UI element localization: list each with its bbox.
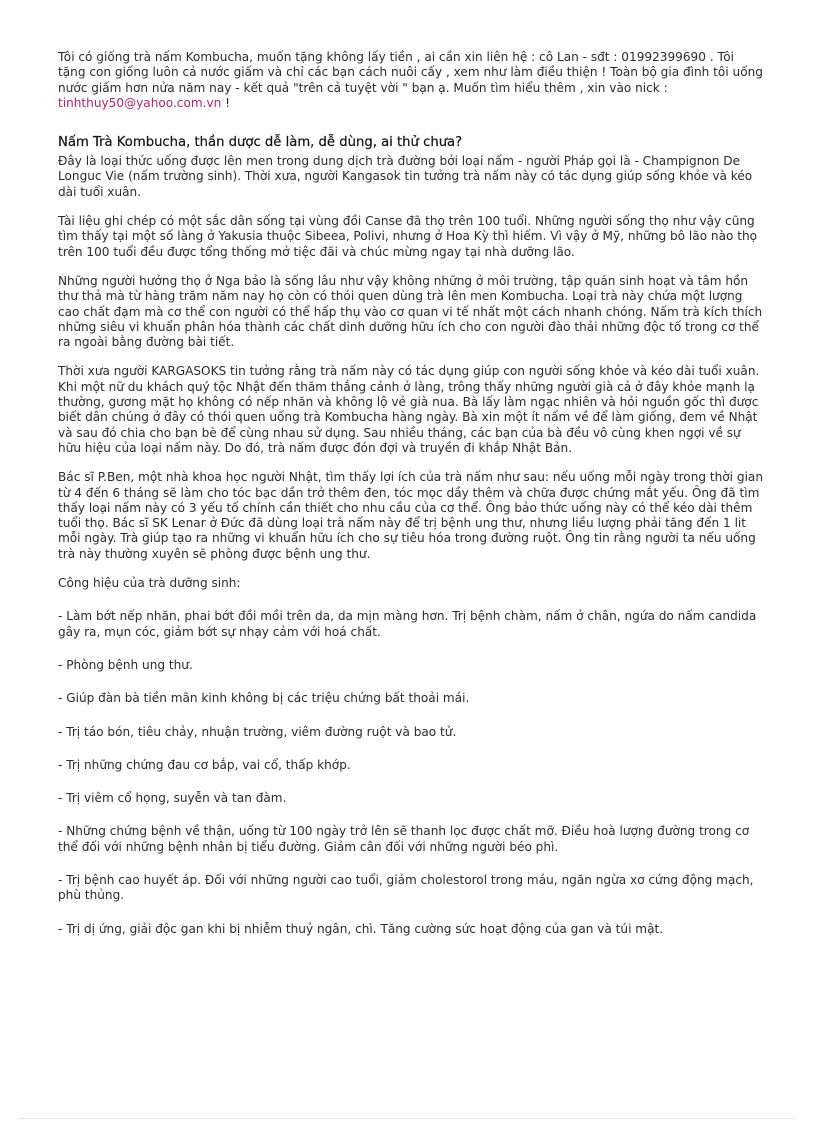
benefit-item: - Những chứng bệnh về thận, uống từ 100 ngày trở lên sẽ thanh lọc được chất mỡ. Điều hoà lượng đường trong cơ thể đối với những bệnh nhân bị tiểu đường. Giảm cân đối với những người béo phì. <box>58 824 750 854</box>
benefit-item: - Trị bệnh cao huyết áp. Đối với những người cao tuổi, giảm cholestorol trong máu, ngăn ngừa xơ cứng động mạch, phù thủng. <box>58 872 754 903</box>
benefit-item: - Giúp đàn bà tiền mãn kinh không bị các triệu chứng bất thoải mái. <box>58 691 470 706</box>
article-paragraph: Những người hưởng thọ ở Nga bảo là sống lâu như vậy không những ở môi trường, tập quán sinh hoạt và tâm hồn thư thả mà từ hàng trăm năm nay họ còn có thói quen dùng trà lên men Kombucha. Loại trà này chứa một lượng cao chất đạm mà cơ thể con người có thể hấp thụ vào cơ quan vi tế nhất một cách nhanh chóng. Nấm trà kích thích những siêu vi khuẩn phân hóa thành các chất dinh dưỡng hữu ích cho con người đào thải những độc tố trong cơ thể ra ngoài bằng đường bài tiết. <box>58 273 763 350</box>
document-page <box>58 50 764 955</box>
article-paragraph: Thời xưa người KARGASOKS tin tưởng rằng trà nấm này có tác dụng giúp con người sống khỏe và kéo dài tuổi xuân. Khi một nữ du khách quý tộc Nhật đến thăm thắng cảnh ở làng, trông thấy những người già cả ở đây khỏe mạnh lạ thường, gương mặt họ không có nếp nhăn và không lộ vẻ già nua. Bà lấy làm ngạc nhiên và hỏi nguồn gốc thì được biết dân chúng ở đây có thói quen uống trà Kombucha hàng ngày. Bà xin một ít nấm về để làm giống, đem về Nhật và sau đó chia cho bạn bè để cùng nhau sử dụng. Sau nhiều tháng, các bạn của bà đều vô cùng khen ngợi về sự hữu hiệu của loại nấm này. Do đó, trà nấm được đón đợi và truyền đi khắp Nhật Bản. <box>58 364 760 455</box>
article-paragraph: Tài liệu ghi chép có một sắc dân sống tại vùng đồi Canse đã thọ trên 100 tuổi. Những người sống thọ như vậy cũng tìm thấy tại một số làng ở Yakusia thuộc Sibeea, Polivi, nhưng ở Hoa Kỳ thì hiếm. Vì vậy ở Mỹ, những bô lão nào thọ trên 100 tuổi đều được tổng thống mở tiệc đãi và chúc mừng ngay tại nhà dưỡng lão. <box>58 214 758 259</box>
benefit-item: - Trị những chứng đau cơ bắp, vai cổ, thấp khớp. <box>58 757 351 772</box>
benefit-item: - Trị táo bón, tiêu chảy, nhuận trường, viêm đường ruột và bao tử. <box>58 724 457 739</box>
intro-text: Tôi có giống trà nấm Kombucha, muốn tặng không lấy tiền , ai cần xin liên hệ : cô Lan - sđt : 01992399690 . Tôi tặng con giống luôn cả nước giấm và chỉ các bạn cách nuôi cấy , xem như làm điều thiện ! Toàn bộ gia đình tôi uống nước giấm hơn nửa năm nay - kết quả "trên cả tuyệt vời " bạn ạ. Muốn tìm hiểu thêm , xin vào nick : <box>58 50 763 95</box>
article-paragraph: Đây là loại thức uống được lên men trong dung dịch trà đường bởi loại nấm - người Pháp gọi là - Champignon De Longuc Vie (nấm trường sinh). Thời xưa, người Kangasok tin tưởng trà nấm này có tác dụng giúp sống khỏe và kéo dài tuổi xuân. <box>58 154 753 199</box>
intro-suffix: ! <box>221 95 231 110</box>
benefit-item: - Trị dị ứng, giải độc gan khi bị nhiễm thuỷ ngân, chì. Tăng cường sức hoạt động của gan và túi mật. <box>58 921 664 936</box>
page-bottom-divider <box>20 1118 796 1119</box>
benefit-item: - Trị viêm cổ họng, suyễn và tan đàm. <box>58 791 287 806</box>
benefit-item: - Phòng bệnh ung thư. <box>58 657 193 672</box>
email-link[interactable]: tinhthuy50@yahoo.com.vn <box>58 95 222 110</box>
article-title: Nấm Trà Kombucha, thần dược dễ làm, dễ dùng, ai thử chưa? <box>58 135 463 151</box>
benefit-item: - Làm bớt nếp nhăn, phai bớt đồi mồi trên da, da mịn màng hơn. Trị bệnh chàm, nấm ở chân, ngứa do nấm candida gây ra, mụn cóc, giảm bớt sự nhạy cảm với hoá chất. <box>58 609 757 639</box>
intro-paragraph <box>58 50 764 111</box>
benefits-heading: Công hiệu của trà dưỡng sinh: <box>58 576 241 591</box>
article-paragraph: Bác sĩ P.Ben, một nhà khoa học người Nhật, tìm thấy lợi ích của trà nấm như sau: nếu uống mỗi ngày trong thời gian từ 4 đến 6 tháng sẽ làm cho tóc bạc dần trở thêm đen, tóc mọc dầy thêm và chữa được chứng mắt yếu. Ông đã tìm thấy loại nấm này có 3 yếu tố chính cần thiết cho nhu cầu của cơ thể. Ông bảo thức uống này có thể kéo dài thêm tuổi thọ. Bác sĩ SK Lenar ở Đức đã dùng loại trà nấm này để trị bệnh ung thư, nhưng liều lượng phải tăng đến 1 lit mỗi ngày. Trà giúp tạo ra những vi khuẩn hữu ích cho sự tiêu hóa trong đường ruột. Ông tin rằng người ta nếu uống trà này thường xuyên sẽ phòng được bệnh ung thư. <box>58 470 764 561</box>
